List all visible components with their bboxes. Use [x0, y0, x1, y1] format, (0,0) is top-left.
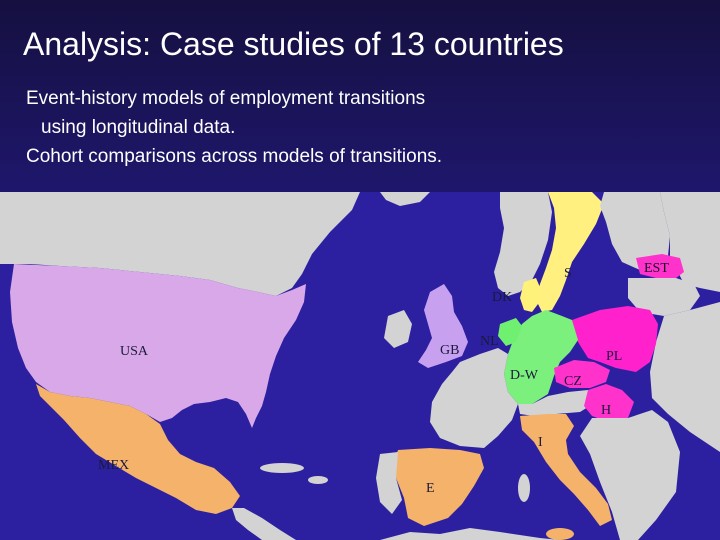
label-i: I [538, 435, 543, 450]
bullet-list [26, 84, 566, 171]
label-usa: USA [120, 344, 149, 359]
cuba-island [260, 463, 304, 473]
denmark-island [544, 300, 552, 308]
label-cz: CZ [564, 374, 582, 389]
bullet-1-line-2: using longitudinal data. [41, 117, 236, 138]
label-gb: GB [440, 343, 460, 358]
label-pl: PL [606, 349, 623, 364]
label-e: E [426, 481, 435, 496]
bullet-2-line-1: Cohort comparisons across models of transitions. [26, 146, 443, 167]
country-map [0, 192, 720, 540]
label-nl: NL [480, 334, 499, 349]
label-dw: D-W [510, 368, 538, 383]
sicily-island [546, 528, 574, 540]
bullet-1-line-1: Event-history models of employment transitions [26, 88, 426, 109]
label-s: S [564, 266, 572, 281]
label-est: EST [644, 261, 669, 276]
label-h: H [601, 403, 612, 418]
map-svg [0, 192, 720, 540]
slide-title: Analysis: Case studies of 13 countries [23, 26, 564, 62]
label-mex: MEX [98, 458, 130, 473]
sardinia-island [518, 474, 530, 502]
hispaniola-island [308, 476, 328, 484]
label-dk: DK [492, 290, 513, 305]
